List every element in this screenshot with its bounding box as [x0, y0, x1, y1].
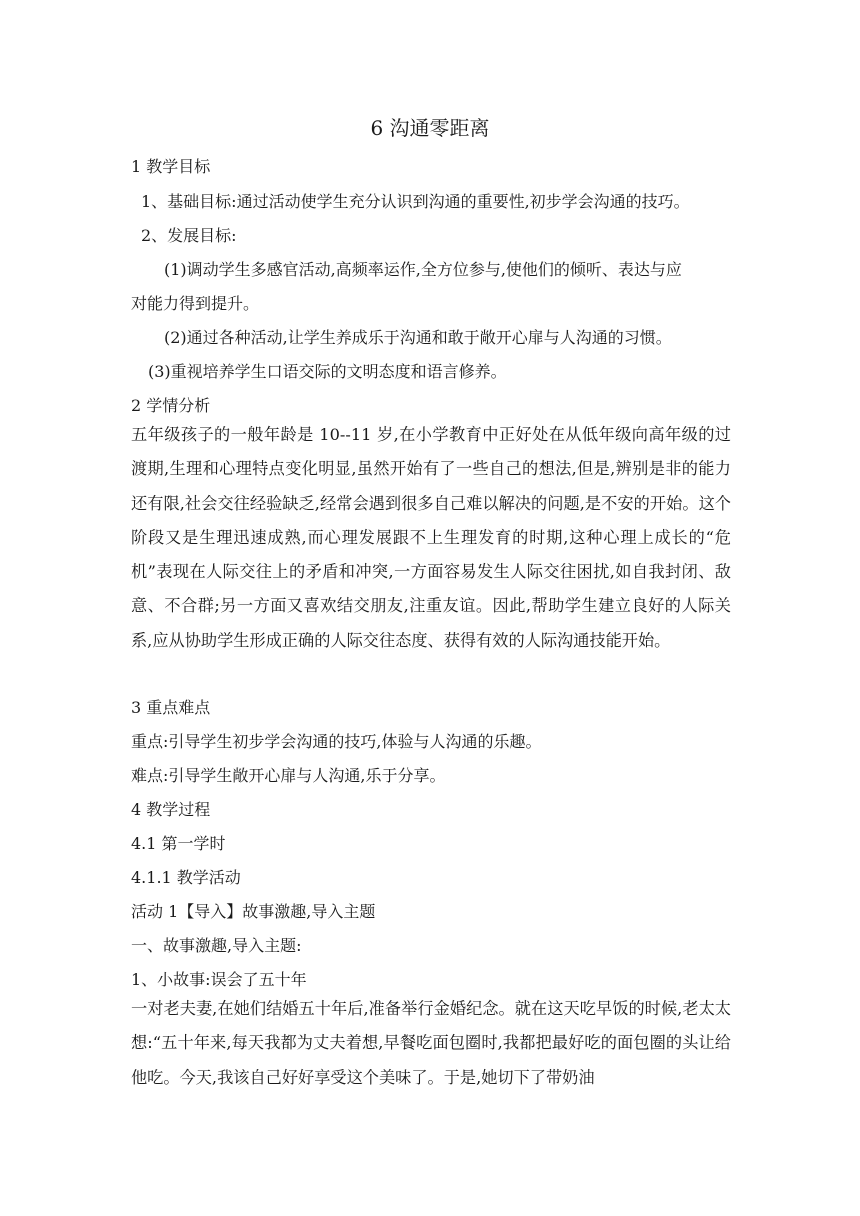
difficult-point-text: 难点:引导学生敞开心扉与人沟通,乐于分享。: [131, 766, 446, 785]
subsection-heading-first-period: 4.1 第一学时: [131, 834, 226, 853]
activity-1-title: 活动 1【导入】故事激趣,导入主题: [131, 902, 376, 921]
document-title: 6 沟通零距离: [370, 116, 490, 140]
development-goal-1-line2: 对能力得到提升。: [131, 294, 260, 313]
subsection-heading-teaching-activities: 4.1.1 教学活动: [131, 868, 241, 887]
development-goal-2: (2)通过各种活动,让学生养成乐于沟通和敢于敞开心扉与人沟通的习惯。: [164, 328, 672, 347]
basic-goal-text: 1、基础目标:通过活动使学生充分认识到沟通的重要性,初步学会沟通的技巧。: [141, 192, 690, 211]
story-paragraph: 一对老夫妻,在她们结婚五十年后,准备举行金婚纪念。就在这天吃早饭的时候,老太太想:“五十年来,每天我都为丈夫着想,早餐吃面包圈时,我都把最好吃的面包圈的头让给他吃。今天,我该自己好好享受这个美味了。于是,她切下了带奶油: [131, 999, 731, 1087]
section-heading-key-points: 3 重点难点: [131, 698, 211, 717]
student-analysis-paragraph: 五年级孩子的一般年龄是 10--11 岁,在小学教育中正好处在从低年级向高年级的过渡期,生理和心理特点变化明显,虽然开始有了一些自己的想法,但是,辨别是非的能力还有限,社会交往经验缺乏,经常会遇到很多自己难以解决的问题,是不安的开始。这个阶段又是生理迅速成熟,而心理发展跟不上生理发育的时期,这种心理上成长的“危机”表现在人际交往上的矛盾和冲突,一方面容易发生人际交往困扰,如自我封闭、敌意、不合群;另一方面又喜欢结交朋友,注重友谊。因此,帮助学生建立良好的人际关系,应从协助学生形成正确的人际交往态度、获得有效的人际沟通技能开始。: [131, 425, 731, 650]
development-goal-1-line1: (1)调动学生多感官活动,高频率运作,全方位参与,使他们的倾听、表达与应: [164, 260, 682, 279]
section-heading-teaching-goals: 1 教学目标: [131, 157, 211, 176]
development-goal-heading: 2、发展目标:: [141, 226, 237, 245]
development-goal-3: (3)重视培养学生口语交际的文明态度和语言修养。: [148, 362, 507, 381]
key-point-text: 重点:引导学生初步学会沟通的技巧,体验与人沟通的乐趣。: [131, 732, 542, 751]
section-heading-student-analysis: 2 学情分析: [131, 396, 211, 415]
story-heading: 1、小故事:误会了五十年: [131, 970, 307, 989]
section-heading-teaching-process: 4 教学过程: [131, 800, 211, 819]
intro-heading: 一、故事激趣,导入主题:: [131, 936, 302, 955]
